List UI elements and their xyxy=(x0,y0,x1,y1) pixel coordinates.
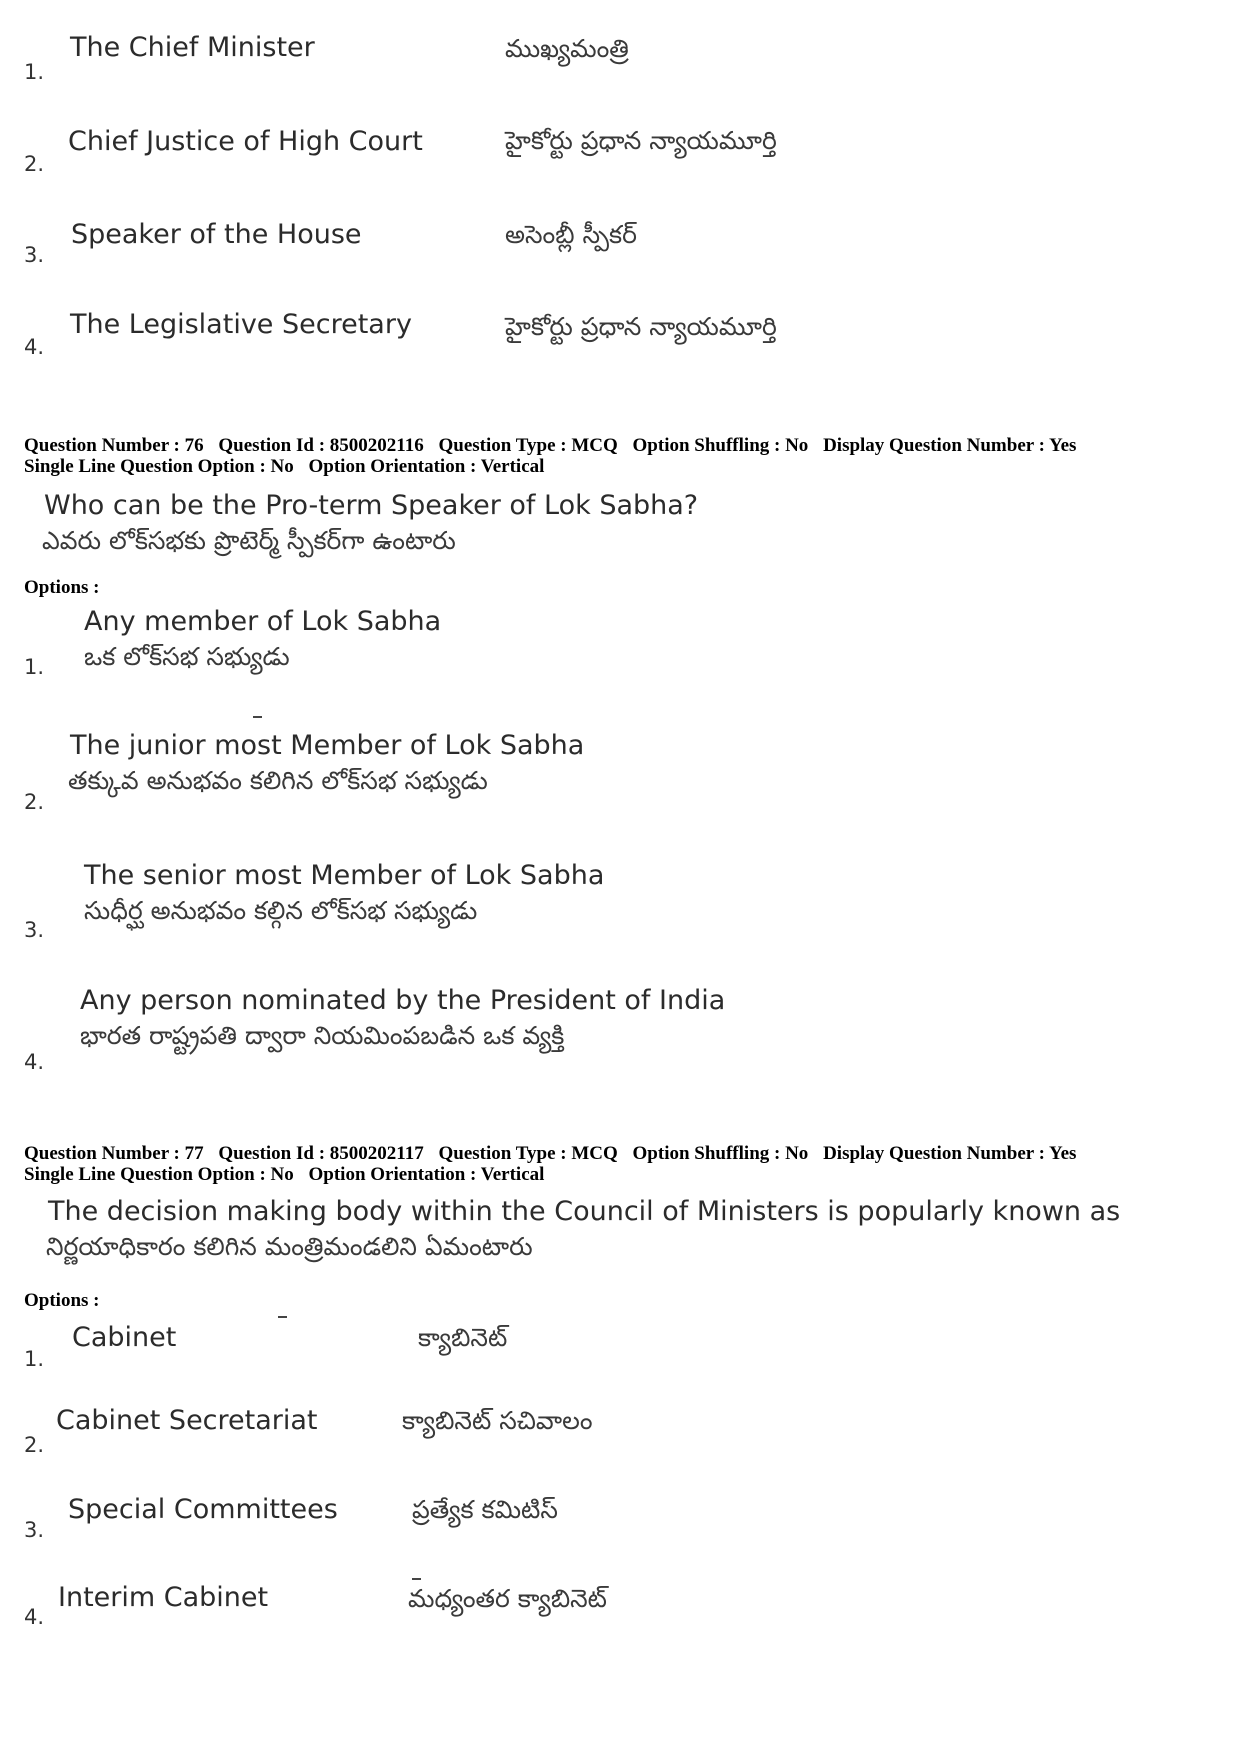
option-text-en: Any member of Lok Sabha xyxy=(84,606,442,637)
option-text-te: ప్రత్యేక కమిటిస్ xyxy=(412,1495,558,1524)
option-number: 1. xyxy=(24,1347,45,1371)
option-number: 4. xyxy=(24,1050,45,1074)
question-id: Question Id : 8500202117 xyxy=(218,1143,424,1164)
option-number: 2. xyxy=(24,152,45,176)
option-text-en: The senior most Member of Lok Sabha xyxy=(84,860,605,891)
display-question-number: Display Question Number : Yes xyxy=(823,1143,1077,1164)
question-number: Question Number : 77 xyxy=(24,1143,204,1164)
question-text-te: నిర్ణయాధికారం కలిగిన మంత్రిమండలిని ఏమంటారు xyxy=(46,1232,533,1261)
option-text-en: Cabinet xyxy=(72,1322,177,1353)
option-orientation: Option Orientation : Vertical xyxy=(308,456,545,477)
question-id: Question Id : 8500202116 xyxy=(218,435,424,456)
option-text-te: ఒక లోక్‌సభ సభ్యుడు xyxy=(84,642,290,671)
option-text-te: క్యాబినెట్ సచివాలం xyxy=(402,1406,593,1435)
question-meta-line-2 xyxy=(24,1164,554,1185)
display-question-number: Display Question Number : Yes xyxy=(823,435,1077,456)
question-meta-line-2 xyxy=(24,456,554,477)
option-number: 2. xyxy=(24,1433,45,1457)
question-text-en: The decision making body within the Council of Ministers is popularly known as xyxy=(48,1196,1121,1227)
option-text-te: భారత రాష్ట్రపతి ద్వారా నియమింపబడిన ఒక వ్యక్తి xyxy=(80,1021,565,1050)
option-number: 3. xyxy=(24,918,45,942)
question-meta-line-1 xyxy=(24,1143,1086,1164)
option-number: 1. xyxy=(24,60,45,84)
option-text-en: The junior most Member of Lok Sabha xyxy=(70,730,585,761)
option-text-en: Speaker of the House xyxy=(71,219,362,250)
question-number: Question Number : 76 xyxy=(24,435,204,456)
option-text-te: ముఖ్యమంత్రి xyxy=(505,34,629,63)
option-text-te: అసెంబ్లీ స్పీకర్ xyxy=(505,220,637,249)
option-number: 4. xyxy=(24,335,45,359)
option-text-en: Interim Cabinet xyxy=(58,1582,269,1613)
stray-mark xyxy=(278,1316,287,1318)
stray-mark xyxy=(412,1578,421,1580)
option-text-te: మధ్యంతర క్యాబినెట్ xyxy=(408,1584,607,1613)
options-label: Options : xyxy=(24,1290,100,1311)
options-label: Options : xyxy=(24,577,100,598)
stray-mark xyxy=(253,716,262,718)
option-text-te: హైకోర్టు ప్రధాన న్యాయమూర్తి xyxy=(505,126,777,155)
question-type: Question Type : MCQ xyxy=(438,1143,618,1164)
option-number: 4. xyxy=(24,1605,45,1629)
question-type: Question Type : MCQ xyxy=(438,435,618,456)
option-orientation: Option Orientation : Vertical xyxy=(308,1164,545,1185)
option-text-en: Chief Justice of High Court xyxy=(68,126,423,157)
single-line-question-option: Single Line Question Option : No xyxy=(24,456,294,477)
question-text-en: Who can be the Pro-term Speaker of Lok Sabha? xyxy=(44,490,699,521)
option-text-te: హైకోర్టు ప్రధాన న్యాయమూర్తి xyxy=(505,312,777,341)
option-number: 2. xyxy=(24,790,45,814)
option-shuffling: Option Shuffling : No xyxy=(632,435,809,456)
option-text-en: Any person nominated by the President of India xyxy=(80,985,726,1016)
option-text-en: The Chief Minister xyxy=(70,32,315,63)
question-meta-line-1 xyxy=(24,435,1086,456)
option-text-en: The Legislative Secretary xyxy=(70,309,412,340)
single-line-question-option: Single Line Question Option : No xyxy=(24,1164,294,1185)
option-text-te: క్యాబినెట్ xyxy=(418,1323,508,1352)
option-text-en: Cabinet Secretariat xyxy=(56,1405,318,1436)
option-text-te: సుధీర్ఘ అనుభవం కల్గిన లోక్‌సభ సభ్యుడు xyxy=(84,896,478,925)
option-number: 1. xyxy=(24,655,45,679)
option-number: 3. xyxy=(24,1518,45,1542)
option-text-te: తక్కువ అనుభవం కలిగిన లోక్‌సభ సభ్యుడు xyxy=(68,766,488,795)
option-number: 3. xyxy=(24,243,45,267)
option-text-en: Special Committees xyxy=(68,1494,338,1525)
option-shuffling: Option Shuffling : No xyxy=(632,1143,809,1164)
question-text-te: ఎవరు లోక్‌సభకు ప్రొటెర్మ్ స్పీకర్‌గా ఉంటారు xyxy=(42,526,456,555)
